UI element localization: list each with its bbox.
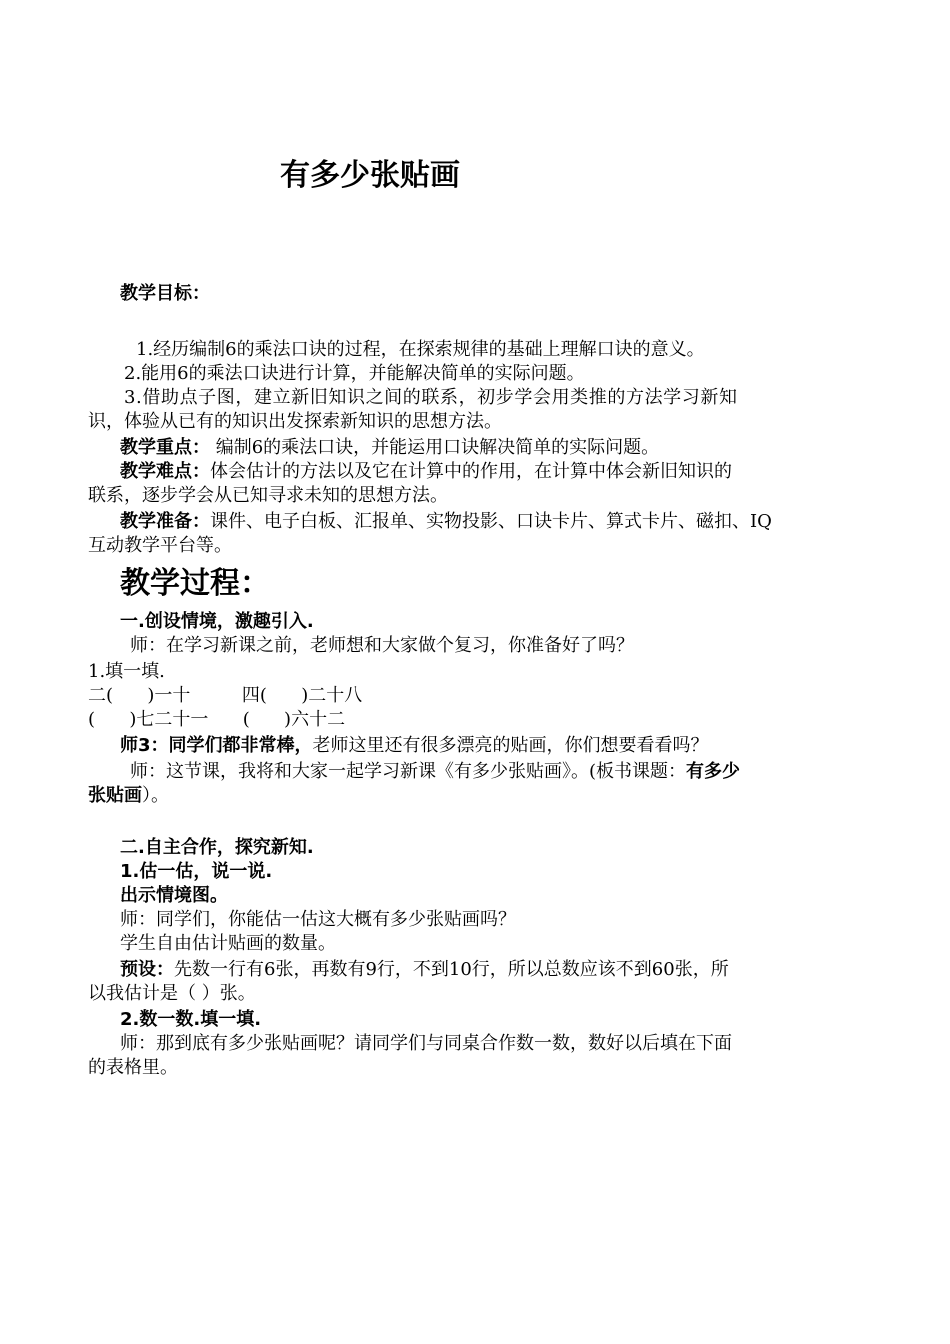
preparation <box>120 510 866 534</box>
section2-sub1: 1.估一估，说一说. <box>120 861 273 882</box>
key-point-text: 编制6的乘法口诀，并能运用口诀解决简单的实际问题。 <box>210 437 660 458</box>
fill-row-2: ( )七二十一 ( )六十二 <box>88 709 346 730</box>
preparation-text-2: 互动教学平台等。 <box>88 535 232 556</box>
difficulty <box>120 460 866 484</box>
fill-row-1: 二( )一十 四( )二十八 <box>88 685 363 706</box>
section2-sub2: 2.数一数.填一填. <box>120 1009 262 1030</box>
teacher3-label: 师3：同学们都非常棒， <box>120 735 313 756</box>
preset-line-2: 以我估计是（ ）张。 <box>88 983 256 1004</box>
objective-item-1: 1.经历编制6的乘法口诀的过程，在探索规律的基础上理解口诀的意义。 <box>136 339 705 360</box>
preset-text-1: 先数一行有6张，再数有9行，不到10行，所以总数应该不到60张，所 <box>174 959 729 980</box>
students-estimate: 学生自由估计贴画的数量。 <box>120 933 336 954</box>
preparation-text-1: 课件、电子白板、汇报单、实物投影、口诀卡片、算式卡片、磁扣、IQ <box>210 511 772 532</box>
difficulty-text-1: 体会估计的方法以及它在计算中的作用，在计算中体会新旧知识的 <box>210 461 732 482</box>
key-point-label: 教学重点： <box>120 437 210 458</box>
key-point <box>120 436 866 460</box>
teacher-lesson-text: 师：这节课，我将和大家一起学习新课《有多少张贴画》。(板书课题： <box>130 761 687 782</box>
objective-item-2: 2.能用6的乘法口诀进行计算，并能解决简单的实际问题。 <box>124 363 585 384</box>
teacher-lesson-bold-1: 有多少 <box>686 761 741 782</box>
section1-heading: 一.创设情境，激趣引入. <box>120 611 314 632</box>
teacher-count-line-1: 师：那到底有多少张贴画呢？请同学们与同桌合作数一数，数好以后填在下面 <box>120 1033 732 1054</box>
fill-title: 1.填一填. <box>88 661 165 682</box>
teacher3-text: 老师这里还有很多漂亮的贴画，你们想要看看吗？ <box>312 735 709 756</box>
objective-item-3: 3.借助点子图，建立新旧知识之间的联系，初步学会用类推的方法学习新知 <box>124 387 738 408</box>
objective-item-3-cont: 识，体验从已有的知识出发探索新知识的思想方法。 <box>88 411 502 432</box>
teacher-lesson-bold-2: 张贴画 <box>88 785 142 806</box>
section2-heading: 二.自主合作，探究新知. <box>120 837 314 858</box>
difficulty-label: 教学难点： <box>120 461 210 482</box>
preset-line-1 <box>120 958 866 982</box>
teacher-question: 师：同学们，你能估一估这大概有多少张贴画吗？ <box>120 909 516 930</box>
teacher-lesson-line-2 <box>88 784 866 808</box>
preparation-label: 教学准备： <box>120 511 210 532</box>
objectives-heading: 教学目标： <box>120 283 210 304</box>
preset-label: 预设： <box>120 959 174 980</box>
section1-teacher-intro: 师：在学习新课之前，老师想和大家做个复习，你准备好了吗？ <box>130 635 634 656</box>
show-scene: 出示情境图。 <box>120 885 228 906</box>
teacher-count-line-2: 的表格里。 <box>88 1057 178 1078</box>
teacher-lesson-line-1 <box>130 760 866 784</box>
process-heading: 教学过程： <box>120 566 270 601</box>
teacher-lesson-end: ）。 <box>142 785 169 806</box>
page-title: 有多少张贴画 <box>280 158 460 193</box>
difficulty-text-2: 联系，逐步学会从已知寻求未知的思想方法。 <box>88 485 448 506</box>
teacher3-line <box>120 734 866 758</box>
